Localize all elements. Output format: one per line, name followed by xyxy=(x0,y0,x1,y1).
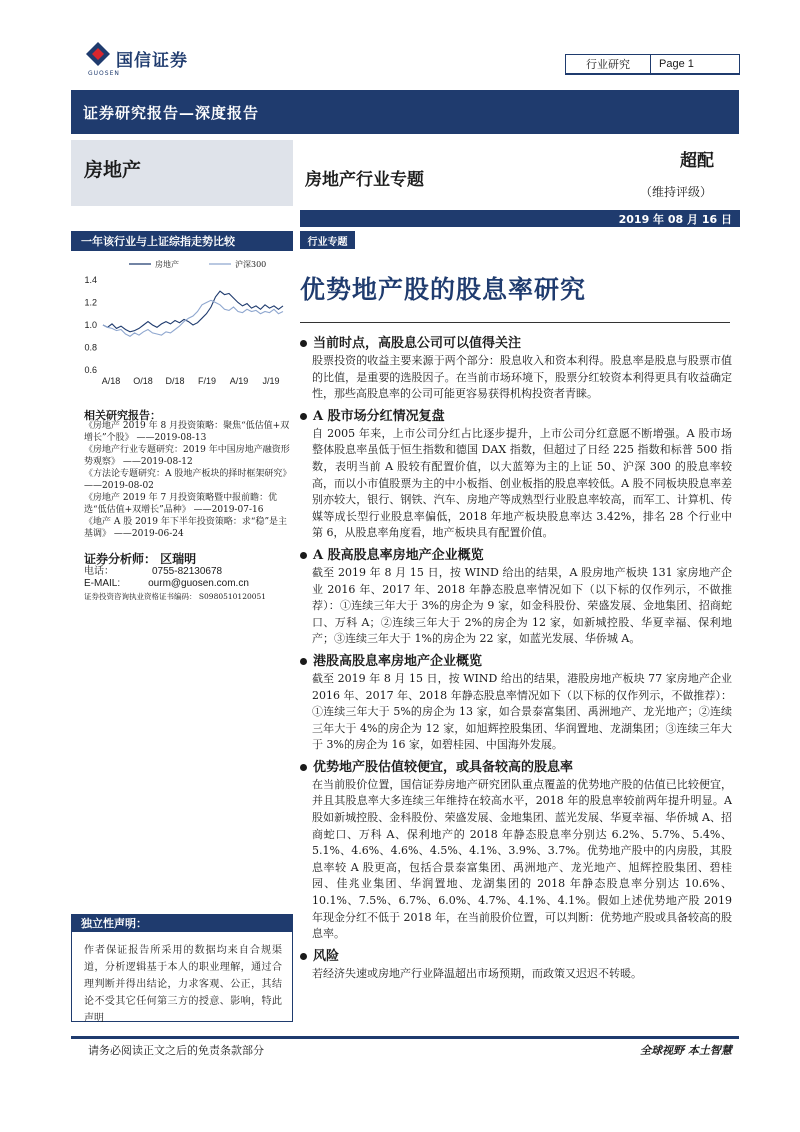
section-body: 截至 2019 年 8 月 15 日，按 WIND 给出的结果，A 股房地产板块 131 家房地产企业 2016 年、2017 年、2018 年静态股息率情况如下（以下标的仅作列示，不做推荐）：①连续三年大于 3%的房企为 9 家，如金科股份、荣盛发展、金地集团、招商蛇口、万科 A；②连续三年大于 2%的房企为 12 家，如新城控股、华夏幸福、保利地产；③连续三年大于 1%的房企为 22 家，如蓝光发展、华侨城 A。 xyxy=(312,565,732,646)
section-body: 股票投资的收益主要来源于两个部分：股息收入和资本利得。股息率是股息与股票市值的比值，是重要的选股因子。在当前市场环境下，股票分红较资本利得更具有收益确定性，那些高股息率的公司可能更容易获得机构投资者青睐。 xyxy=(312,354,732,401)
phone-number: 0755-82130678 xyxy=(152,566,223,577)
x-tick-label: A/19 xyxy=(229,376,249,386)
section-heading-text: 当前时点，高股息公司可以值得关注 xyxy=(313,336,522,351)
header-box xyxy=(565,54,740,73)
bullet-icon xyxy=(300,658,307,665)
legend-label: 沪深300 xyxy=(235,260,267,269)
header-underline xyxy=(565,73,740,75)
trend-chart xyxy=(71,255,293,405)
footer-slogan: 全球视野 本土智慧 xyxy=(640,1044,732,1057)
y-tick-label: 0.6 xyxy=(84,365,97,375)
sector-name: 房地产 xyxy=(84,159,142,181)
chart-x-axis xyxy=(102,376,280,386)
certificate-number: 证券投资咨询执业资格证书编码： S0980510120051 xyxy=(84,592,267,601)
bullet-icon xyxy=(300,552,307,559)
section-heading-text: A 股市场分红情况复盘 xyxy=(313,408,445,424)
bullet-icon xyxy=(300,953,307,960)
bullet-icon xyxy=(300,340,307,347)
x-tick-label: O/18 xyxy=(133,376,153,386)
section-heading xyxy=(300,407,732,426)
logo-subtext: GUOSEN xyxy=(88,70,120,77)
title-divider xyxy=(300,322,730,323)
chart-heading: 一年该行业与上证综指走势比较 xyxy=(71,231,293,251)
section-heading xyxy=(300,758,732,777)
x-tick-label: A/18 xyxy=(101,376,121,386)
rating-note: （维持评级） xyxy=(640,185,713,199)
related-report[interactable]: 《地产 A 股 2019 年下半年投资策略：求“稳”是主基调》 ——2019-06-24 xyxy=(84,517,288,539)
section xyxy=(300,652,732,754)
email-label: E-MAIL: xyxy=(84,578,121,589)
related-report[interactable]: 《房地产 2019 年 8 月投资策略：聚焦“低估值+双增长”个股》 ——2019-08-13 xyxy=(84,421,290,443)
related-reports-title: 相关研究报告： xyxy=(84,409,161,422)
x-tick-label: D/18 xyxy=(165,376,185,386)
report-date: 2019 年 08 月 16 日 xyxy=(618,212,732,226)
section xyxy=(300,546,732,648)
y-tick-label: 1.0 xyxy=(84,320,97,330)
analyst-contact xyxy=(84,566,249,590)
disclaimer-note: 请务必阅读正文之后的免责条款部分 xyxy=(88,1044,264,1057)
report-type-banner: 证券研究报告—深度报告 xyxy=(71,90,739,134)
section xyxy=(300,758,732,943)
report-content xyxy=(300,330,732,983)
section-heading xyxy=(300,546,732,565)
topic-title: 房地产行业专题 xyxy=(305,170,424,190)
related-report[interactable]: 《房地产 2019 年 7 月投资策略暨中报前瞻：优选“低估值+双增长”品种》 ——2019-07-16 xyxy=(84,493,278,515)
y-tick-label: 1.4 xyxy=(84,275,97,285)
main-title: 优势地产股的股息率研究 xyxy=(300,275,587,304)
bullet-icon xyxy=(300,764,307,771)
report-category: 行业研究 xyxy=(566,55,651,73)
section xyxy=(300,334,732,403)
series-line xyxy=(103,291,283,332)
section-heading-text: 优势地产股估值较便宜，或具备较高的股息率 xyxy=(313,759,574,775)
legend-label: 房地产 xyxy=(155,260,179,269)
y-tick-label: 1.2 xyxy=(84,297,97,308)
bullet-icon xyxy=(300,413,307,420)
independence-heading: 独立性声明： xyxy=(71,914,293,932)
section-body: 若经济失速或房地产行业降温超出市场预期，而政策又迟迟不转暖。 xyxy=(312,966,642,980)
section-heading xyxy=(300,947,732,966)
section xyxy=(300,407,732,542)
section-body: 在当前股价位置，国信证券房地产研究团队重点覆盖的优势地产股的估值已比较便宜，并且其股息率大多连续三年维持在较高水平，2018 年的股息率较前两年提升明显。A 股如新城控股、金科股份、荣盛发展、金地集团、蓝光发展、华夏幸福、华侨城 A、招商蛇口、万科 A、保利地产的 2018 年静态股息率分别达 6.2%、5.7%、5.4%、5.1%、4.6%、4.6%、4.5%、4.1%、3.9%、3.7%。优势地产股中的内房股，其股息率较 A 股更高，包括合景泰富集团、禹洲地产、龙光地产、旭辉控股集团、碧桂园、佳兆业集团、华润置地、龙湖集团的 2018 年静态股息率分别达 10.6%、10.1%、7.5%、6.7%、6.0%、4.7%、4.1%、4.1%。假如上述优势地产股 2019 年现金分红不低于 2018 年，在当前股价位置，可以判断：优势地产股或具备较高的股息率。 xyxy=(312,777,732,941)
section-body: 截至 2019 年 8 月 15 日，按 WIND 给出的结果，港股房地产板块 77 家房地产企业 2016 年、2017 年、2018 年静态股息率情况如下（以下标的仅作列示，不做推荐）：①连续三年大于 5%的房企为 13 家，如合景泰富集团、禹洲地产、龙光地产；②连续三年大于 4%的房企为 12 家，如旭辉控股集团、华润置地、龙湖集团；③连续三年大于 3%的房企为 16 家，如碧桂园、中国海外发展。 xyxy=(312,671,732,752)
date-bar xyxy=(300,210,740,227)
independence-statement: 作者保证报告所采用的数据均来自合规渠道，分析逻辑基于本人的职业理解，通过合理判断并得出结论，力求客观、公正，其结论不受其它任何第三方的授意、影响，特此声明 xyxy=(71,932,293,1022)
phone-label: 电话： xyxy=(84,566,114,577)
email-address[interactable]: ourm@guosen.com.cn xyxy=(148,578,249,589)
footer-divider xyxy=(71,1036,739,1039)
section-heading-text: A 股高股息率房地产企业概览 xyxy=(313,547,484,563)
section-body: 自 2005 年来，上市公司分红占比逐步提升，上市公司分红意愿不断增强。A 股市场整体股息率虽低于恒生指数和德国 DAX 指数，但超过了日经 225 指数和标普 500 指数，表明当前 A 股较有配置价值，以大蓝筹为主的上证 50、沪深 300 的股息率较高，而以小市值股票为主的中小板指、创业板指的股息率较低。A 股不同板块股息率差别亦较大，银行、钢铁、汽车、房地产等成熟型行业股息率较高，而军工、计算机、传媒等成长型行业股息率偏低，2018 年地产板块股息率达 3.42%，排名 28 个行业中第 6，从股息率角度看，地产板块具有配置价值。 xyxy=(312,426,732,540)
logo-text: 国信证券 xyxy=(116,51,188,71)
y-tick-label: 0.8 xyxy=(84,342,97,353)
related-report[interactable]: 《方法论专题研究：A 股地产板块的择时框架研究》 ——2019-08-02 xyxy=(84,469,292,491)
chart-series xyxy=(103,291,283,336)
x-tick-label: F/19 xyxy=(197,376,217,386)
chart-y-axis xyxy=(84,275,97,375)
section-heading xyxy=(300,334,732,353)
chart-legend xyxy=(129,259,266,269)
section xyxy=(300,947,732,983)
related-reports-list xyxy=(84,420,294,540)
x-tick-label: J/19 xyxy=(262,376,280,386)
section-heading-text: 港股高股息率房地产企业概览 xyxy=(313,653,483,669)
related-report[interactable]: 《房地产行业专题研究：2019 年中国房地产融资形势观察》 ——2019-08-12 xyxy=(84,445,290,467)
topic-tag: 行业专题 xyxy=(300,231,355,249)
rating: 超配 xyxy=(680,151,714,171)
analyst-name: 证券分析师： 区瑞明 xyxy=(84,552,197,566)
page-number: Page 1 xyxy=(659,58,694,70)
section-heading xyxy=(300,652,732,671)
section-heading-text: 风险 xyxy=(313,948,340,964)
